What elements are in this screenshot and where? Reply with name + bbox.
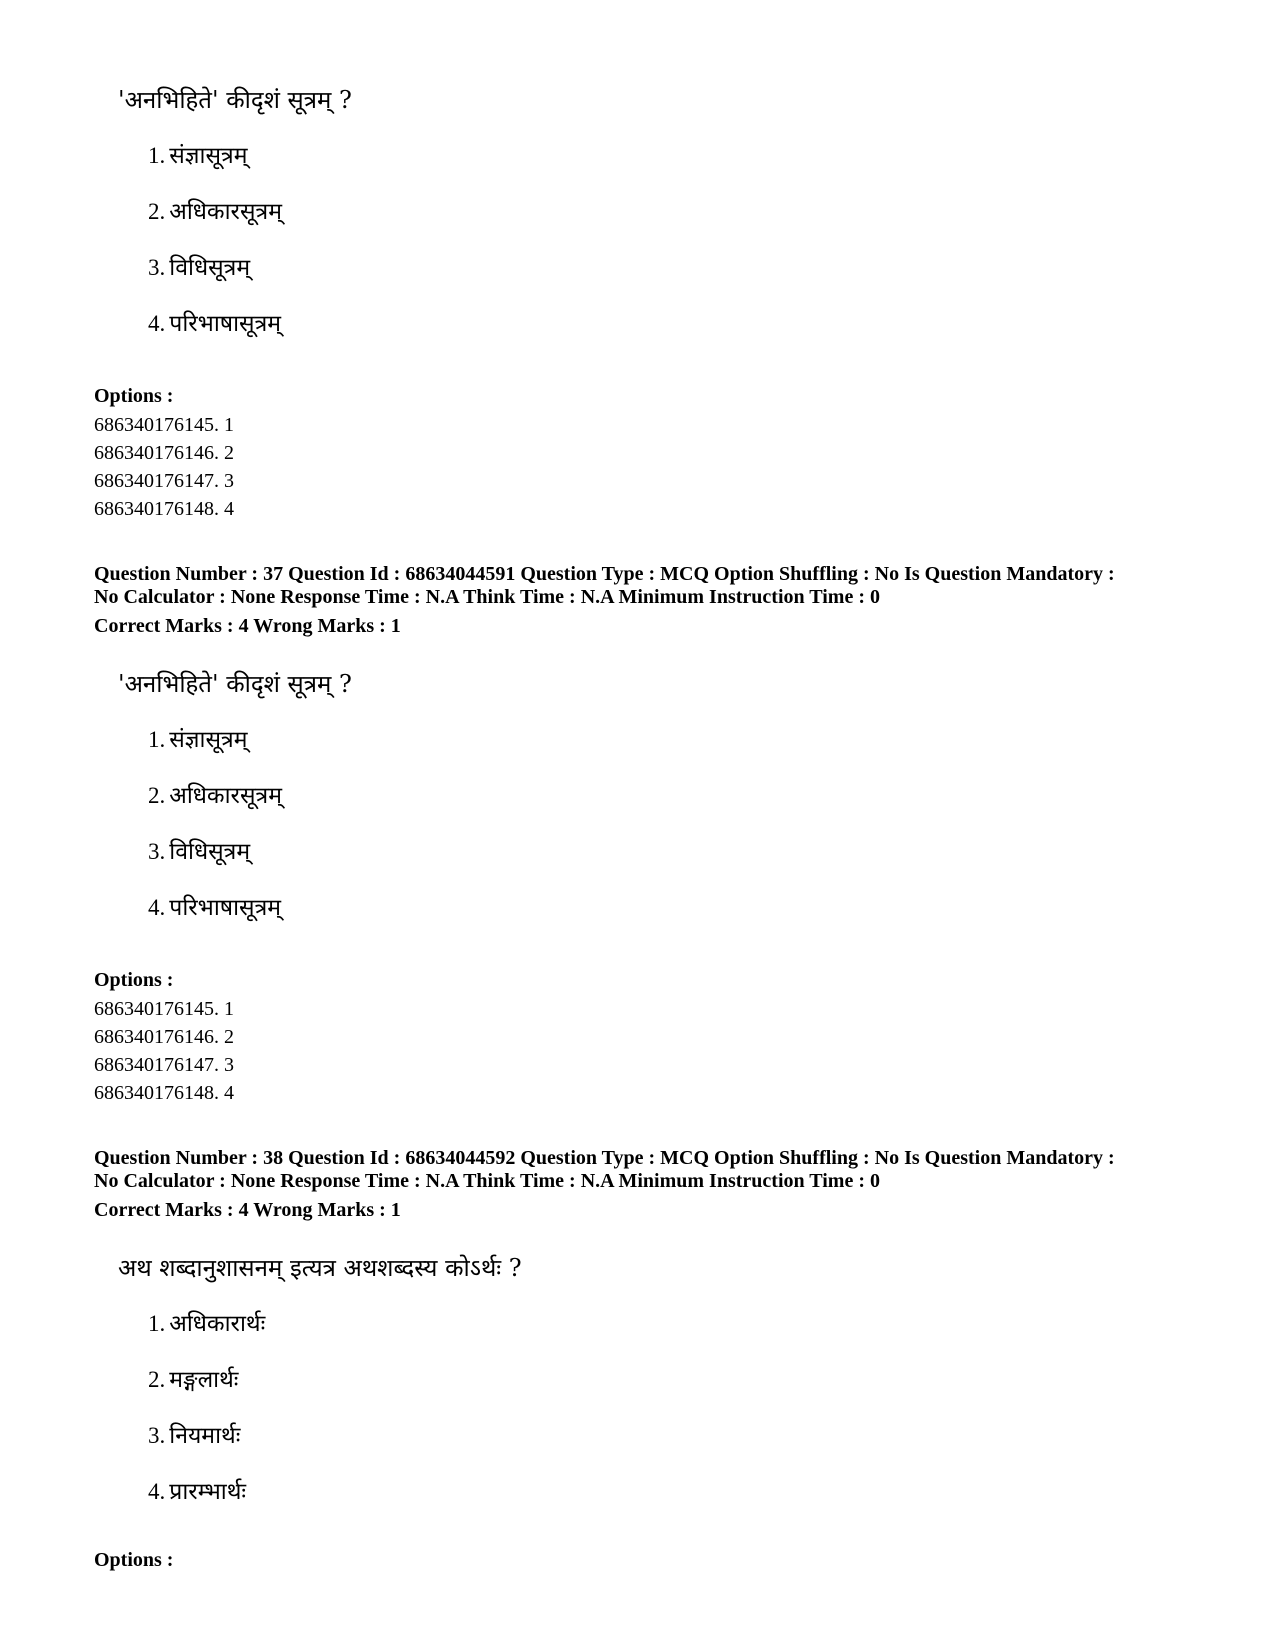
- choice-text: संज्ञासूत्रम्: [169, 727, 248, 753]
- option-id-line: 686340176147. 3: [94, 1054, 234, 1076]
- choice-text: विधिसूत्रम्: [169, 839, 251, 865]
- marks-line: Correct Marks : 4 Wrong Marks : 1: [94, 1199, 401, 1221]
- option-id-line: 686340176148. 4: [94, 498, 234, 520]
- question-choice: [148, 1420, 240, 1452]
- choice-number: 2.: [148, 199, 166, 224]
- question-choice: [148, 724, 248, 756]
- question-choice: [148, 892, 281, 924]
- question-meta-line: Question Number : 37 Question Id : 68634044591 Question Type : MCQ Option Shuffling : No Is Question Mandatory :: [94, 563, 1115, 585]
- choice-text: अधिकारार्थः: [169, 1311, 266, 1337]
- question-choice: [148, 836, 250, 868]
- choice-text: विधिसूत्रम्: [169, 255, 251, 281]
- choice-text: अधिकारसूत्रम्: [169, 199, 282, 225]
- question-choice: [148, 252, 250, 284]
- question-choice: [148, 140, 248, 172]
- choice-number: 2.: [148, 783, 166, 808]
- choice-text: मङ्गलार्थः: [169, 1367, 239, 1393]
- question-choice: [148, 196, 282, 228]
- option-id-line: 686340176145. 1: [94, 414, 234, 436]
- choice-text: प्रारम्भार्थः: [169, 1479, 247, 1505]
- choice-number: 3.: [148, 1423, 166, 1448]
- choice-text: नियमार्थः: [169, 1423, 241, 1449]
- option-id-line: 686340176146. 2: [94, 442, 234, 464]
- question-choice: [148, 308, 281, 340]
- option-id-line: 686340176146. 2: [94, 1026, 234, 1048]
- question-choice: [148, 1308, 265, 1340]
- question-choice: [148, 780, 282, 812]
- choice-number: 2.: [148, 1367, 166, 1392]
- option-id-line: 686340176145. 1: [94, 998, 234, 1020]
- question-meta-line: No Calculator : None Response Time : N.A Think Time : N.A Minimum Instruction Time : 0: [94, 1170, 880, 1192]
- choice-number: 3.: [148, 839, 166, 864]
- choice-number: 4.: [148, 1479, 166, 1504]
- question-text: 'अनभिहिते' कीदृशं सूत्रम् ?: [118, 670, 352, 698]
- choice-number: 4.: [148, 895, 166, 920]
- question-text: 'अनभिहिते' कीदृशं सूत्रम् ?: [118, 86, 352, 114]
- question-choice: [148, 1364, 238, 1396]
- option-id-line: 686340176148. 4: [94, 1082, 234, 1104]
- choice-number: 1.: [148, 1311, 166, 1336]
- choice-text: परिभाषासूत्रम्: [169, 311, 282, 337]
- question-meta-line: Question Number : 38 Question Id : 68634044592 Question Type : MCQ Option Shuffling : No Is Question Mandatory :: [94, 1147, 1115, 1169]
- question-text: अथ शब्दानुशासनम् इत्यत्र अथशब्दस्य कोऽर्थः ?: [118, 1254, 522, 1282]
- choice-number: 1.: [148, 143, 166, 168]
- choice-number: 4.: [148, 311, 166, 336]
- choice-number: 3.: [148, 255, 166, 280]
- choice-number: 1.: [148, 727, 166, 752]
- options-label: Options :: [94, 385, 174, 407]
- question-meta-line: No Calculator : None Response Time : N.A Think Time : N.A Minimum Instruction Time : 0: [94, 586, 880, 608]
- choice-text: परिभाषासूत्रम्: [169, 895, 282, 921]
- marks-line: Correct Marks : 4 Wrong Marks : 1: [94, 615, 401, 637]
- question-choice: [148, 1476, 246, 1508]
- options-label: Options :: [94, 969, 174, 991]
- choice-text: संज्ञासूत्रम्: [169, 143, 248, 169]
- options-label: Options :: [94, 1549, 174, 1571]
- option-id-line: 686340176147. 3: [94, 470, 234, 492]
- choice-text: अधिकारसूत्रम्: [169, 783, 282, 809]
